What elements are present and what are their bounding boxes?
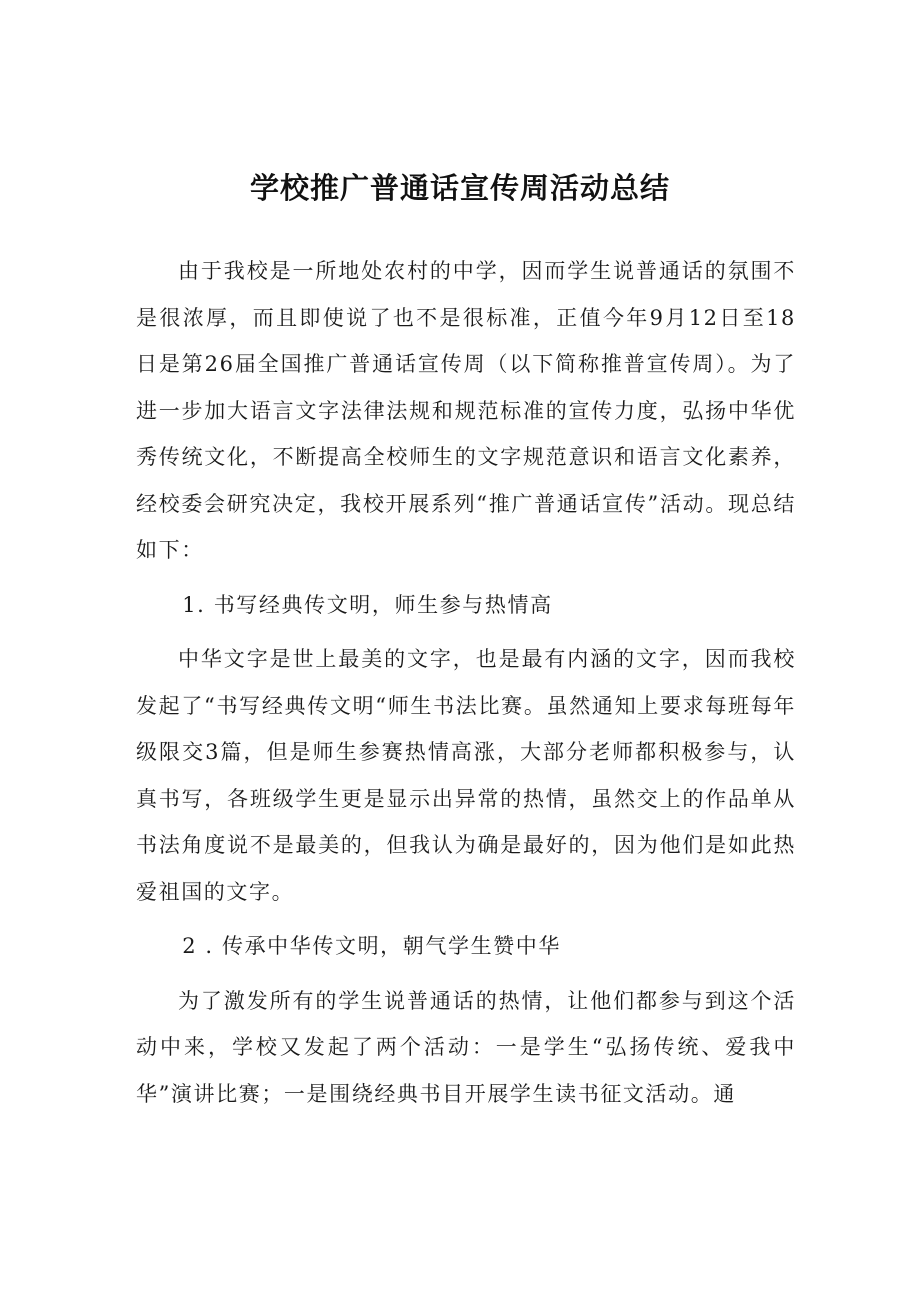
document-body	[136, 248, 796, 1117]
document-title: 学校推广普通话宣传周活动总结	[249, 171, 670, 205]
section-heading-2: 2 . 传承中华传文明，朝气学生赞中华	[182, 934, 561, 958]
paragraph-activities: 为了激发所有的学生说普通话的热情，让他们都参与到这个活动中来，学校又发起了两个活动：一是学生“弘扬传统、爱我中华”演讲比赛；一是围绕经典书目开展学生读书征文活动。通	[136, 988, 796, 1106]
paragraph-intro: 由于我校是一所地处农村的中学，因而学生说普通话的氛围不是很浓厚，而且即使说了也不是很标准，正值今年9月12日至18日是第26届全国推广普通话宣传周（以下简称推普宣传周）。为了进一步加大语言文字法律法规和规范标准的宣传力度，弘扬中华优秀传统文化，不断提高全校师生的文字规范意识和语言文化素养，经校委会研究决定，我校开展系列“推广普通话宣传”活动。现总结如下：	[136, 259, 796, 562]
section-heading-1: 1. 书写经典传文明，师生参与热情高	[182, 592, 553, 617]
paragraph-calligraphy: 中华文字是世上最美的文字，也是最有内涵的文字，因而我校发起了“书写经典传文明“师生书法比赛。虽然通知上要求每班每年级限交3篇，但是师生参赛热情高涨，大部分老师都积极参与，认真书写，各班级学生更是显示出异常的热情，虽然交上的作品单从书法角度说不是最美的，但我认为确是最好的，因为他们是如此热爱祖国的文字。	[136, 647, 796, 904]
